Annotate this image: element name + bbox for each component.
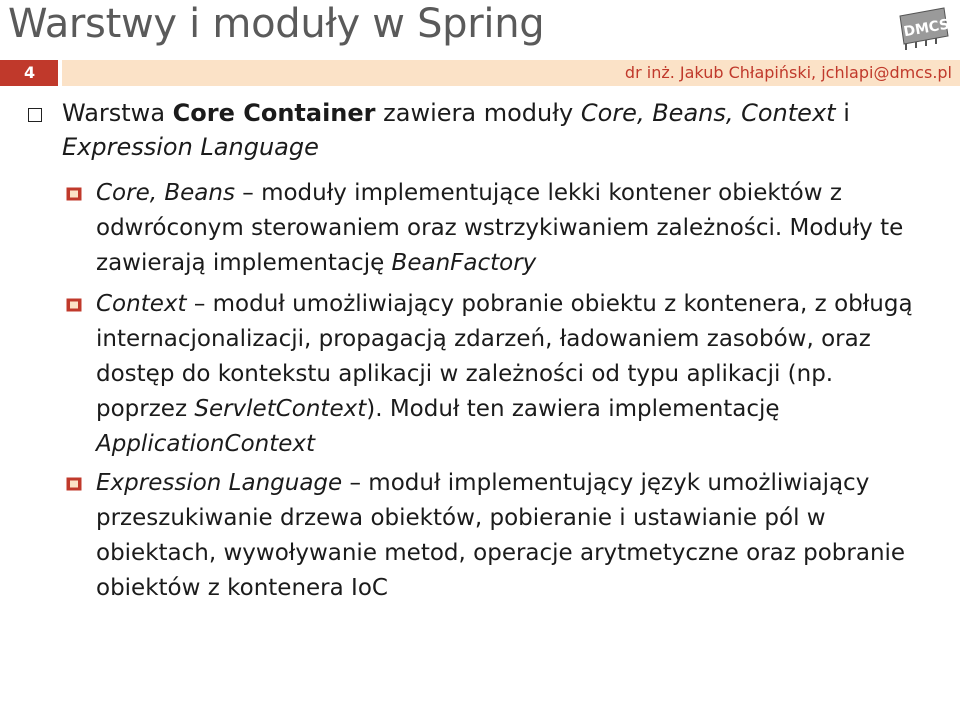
- square-bullet-icon: [28, 108, 42, 122]
- header-bar: [0, 60, 960, 86]
- bullet-tail-italic: BeanFactory: [391, 250, 537, 276]
- bullet-tail-italic-2: ApplicationContext: [96, 431, 316, 457]
- main-italic-2: Expression Language: [62, 133, 319, 161]
- main-prefix: Warstwa: [62, 99, 173, 127]
- bullet-lead: Expression Language: [96, 470, 343, 496]
- bullet-tail-text: ). Moduł ten zawiera implementację: [366, 396, 780, 422]
- slide-title: Warstwy i moduły w Spring: [8, 1, 545, 47]
- bullet-text: – moduł implementujący język umożliwiający przeszukiwanie drzewa obiektów, pobieranie i ustawianie pól w obiektach, wywoływanie metod, operacje arytmetyczne oraz pobranie obiektów z kontenera IoC: [96, 470, 906, 601]
- main-italic: Core, Beans, Context: [580, 99, 836, 127]
- main-conj: i: [835, 99, 850, 127]
- bullet-marker-icon: [66, 477, 82, 491]
- main-bold: Core Container: [172, 99, 376, 127]
- bullet-text: – moduł umożliwiający pobranie obiektu z kontenera, z obługą internacjonalizacji, propagacją zdarzeń, ładowaniem zasobów, oraz dostęp do kontekstu aplikacji w zależności od typu aplikacji (np. poprzez: [96, 291, 913, 422]
- bullet-marker-icon: [66, 187, 82, 201]
- slide-number: 4: [0, 60, 58, 86]
- bullet-lead: Core, Beans: [96, 180, 235, 206]
- main-middle: zawiera moduły: [375, 99, 581, 127]
- bullet-lead: Context: [96, 291, 187, 317]
- bullet-tail-italic: ServletContext: [194, 396, 367, 422]
- bullet-text: – moduły implementujące lekki kontener obiektów z odwróconym sterowaniem oraz wstrzykiwaniem zależności. Moduły te zawierają implementację: [96, 180, 904, 276]
- logo-text: DMCS: [902, 16, 951, 41]
- dmcs-logo: [894, 6, 952, 50]
- bullet-marker-icon: [66, 298, 82, 312]
- author-line: dr inż. Jakub Chłapiński, jchlapi@dmcs.pl: [624, 63, 952, 82]
